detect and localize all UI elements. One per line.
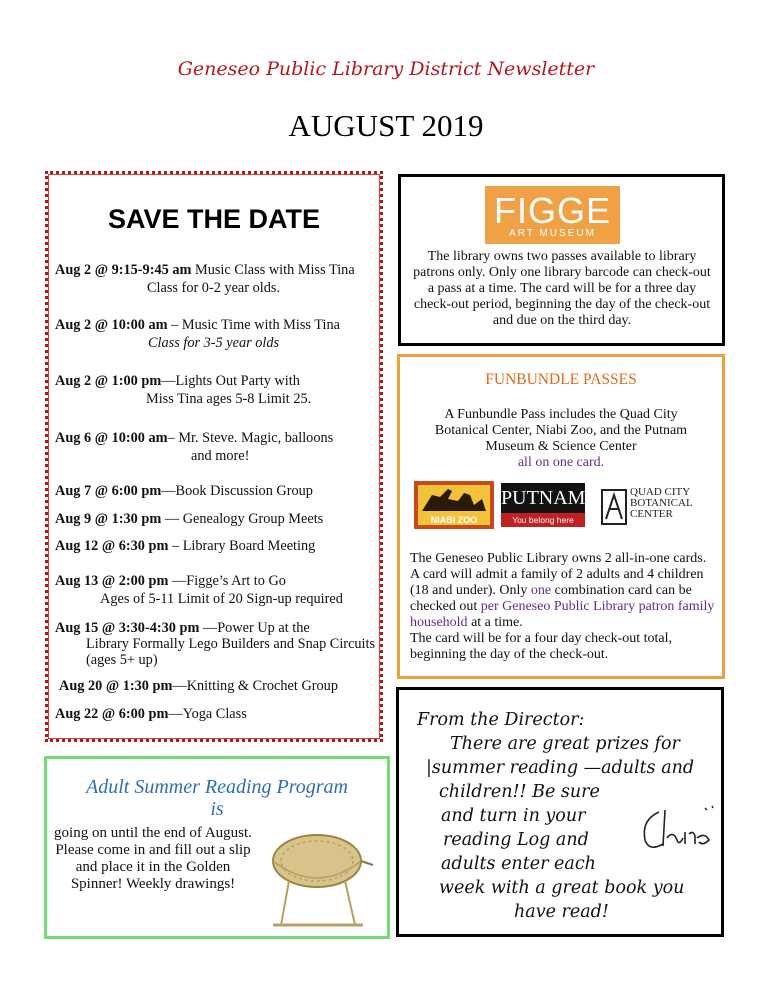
event-item [55, 510, 380, 528]
adult-summer-reading-text: going on until the end of August. Please come in and fill out a slip and place it in the Golden Spinner! Weekly drawings! [54, 825, 252, 892]
event-item [55, 705, 380, 723]
event-date: Aug 2 @ 10:00 am [55, 317, 168, 333]
raffle-drum-icon [259, 825, 379, 935]
director-heading: From the Director: [417, 710, 585, 730]
event-text: —Book Discussion Group [161, 483, 313, 499]
director-line: and turn in your [441, 806, 586, 826]
director-line: There are great prizes for [450, 734, 680, 754]
director-line: have read! [514, 902, 609, 922]
funbundle-desc-highlight: all on one card. [517, 455, 605, 470]
event-sub: Library Formally Lego Builders and Snap Circuits (ages 5+ up) [86, 636, 376, 668]
event-text: – Library Board Meeting [168, 538, 316, 554]
event-text: —Lights Out Party with [161, 373, 300, 389]
event-date: Aug 6 @ 10:00 am [55, 430, 168, 446]
figge-logo-word: FIGGE [493, 190, 611, 231]
director-line: adults enter each [441, 854, 596, 874]
event-item [55, 316, 380, 352]
figge-pass-box [398, 174, 725, 346]
quad-city-botanical-label: QUAD CITY BOTANICAL CENTER [630, 486, 693, 520]
issue-month: AUGUST 2019 [288, 108, 484, 143]
adult-summer-reading-title: Adult Summer Reading Program is [85, 776, 348, 820]
event-item [55, 572, 380, 608]
funbundle-title: FUNBUNDLE PASSES [485, 371, 637, 388]
event-item [59, 677, 384, 695]
niabi-zoo-label: NIABI ZOO [430, 515, 478, 525]
funbundle-description [420, 407, 702, 471]
director-line: week with a great book you [439, 878, 685, 898]
event-text: —Yoga Class [168, 706, 247, 722]
event-date: Aug 13 @ 2:00 pm [55, 573, 169, 589]
event-sub: Class for 3-5 year olds [148, 335, 280, 351]
event-date: Aug 2 @ 1:00 pm [55, 373, 162, 389]
event-item [55, 429, 380, 465]
director-line: |summer reading —adults and [426, 758, 695, 778]
event-sub: Ages of 5-11 Limit of 20 Sign-up required [100, 591, 343, 607]
director-line: children!! Be sure [439, 782, 600, 802]
funbundle-box [397, 354, 725, 679]
save-the-date-title: SAVE THE DATE [107, 204, 321, 234]
event-date: Aug 22 @ 6:00 pm [55, 706, 169, 722]
event-date: Aug 15 @ 3:30-4:30 pm [55, 620, 200, 636]
event-text: — Genealogy Group Meets [161, 511, 324, 527]
putnam-logo-word: PUTNAM [501, 487, 586, 509]
niabi-zoo-logo [414, 481, 494, 529]
event-date: Aug 7 @ 6:00 pm [55, 483, 162, 499]
event-item [55, 620, 380, 668]
event-item [55, 372, 380, 408]
event-item [55, 261, 380, 297]
putnam-tagline: You belong here [501, 513, 585, 527]
event-date: Aug 12 @ 6:30 pm [55, 538, 169, 554]
funbundle-details: The Geneseo Public Library owns 2 all-in-one cards. A card will admit a family of 2 adults and 4 children (18 and under). Only one combination card can be checked out per Geneseo Public Library patron family household at a time. The card will be for a four day check-out total, beginning the day of the check-out. [410, 551, 715, 662]
director-message-box [396, 687, 724, 937]
event-sub: Miss Tina ages 5-8 Limit 25. [146, 391, 312, 407]
putnam-logo [501, 483, 585, 527]
event-text: —Knitting & Crochet Group [172, 678, 338, 694]
figge-pass-description: The library owns two passes available to library patrons only. Only one library barcode can check-out a pass at a time. The card will be for a three day check-out period, beginning the day of the check-out and due on the third day. [413, 249, 711, 328]
event-text: – Mr. Steve. Magic, balloons [167, 430, 334, 446]
event-text: —Figge’s Art to Go [168, 573, 286, 589]
event-sub: and more! [191, 448, 250, 464]
director-signature [637, 800, 717, 860]
event-text: Music Class with Miss Tina [191, 262, 355, 278]
figge-logo [485, 186, 620, 244]
funbundle-desc-text: A Funbundle Pass includes the Quad City Botanical Center, Niabi Zoo, and the Putnam Museum & Science Center [434, 407, 688, 454]
event-item [55, 482, 380, 500]
event-sub: Class for 0-2 year olds. [147, 280, 281, 296]
botanical-center-icon [601, 489, 627, 525]
adult-summer-reading-box [44, 756, 390, 939]
newsletter-masthead: Geneseo Public Library District Newsletter [177, 58, 595, 80]
event-text: —Power Up at the [199, 620, 310, 636]
event-text: – Music Time with Miss Tina [167, 317, 341, 333]
giraffe-silhouette-icon [418, 485, 490, 513]
save-the-date-box [45, 171, 383, 742]
director-line: reading Log and [443, 830, 589, 850]
event-item [55, 537, 380, 555]
event-date: Aug 20 @ 1:30 pm [59, 678, 173, 694]
event-date: Aug 2 @ 9:15-9:45 am [55, 262, 192, 278]
event-date: Aug 9 @ 1:30 pm [55, 511, 162, 527]
figge-logo-subtitle: ART MUSEUM [509, 228, 596, 239]
